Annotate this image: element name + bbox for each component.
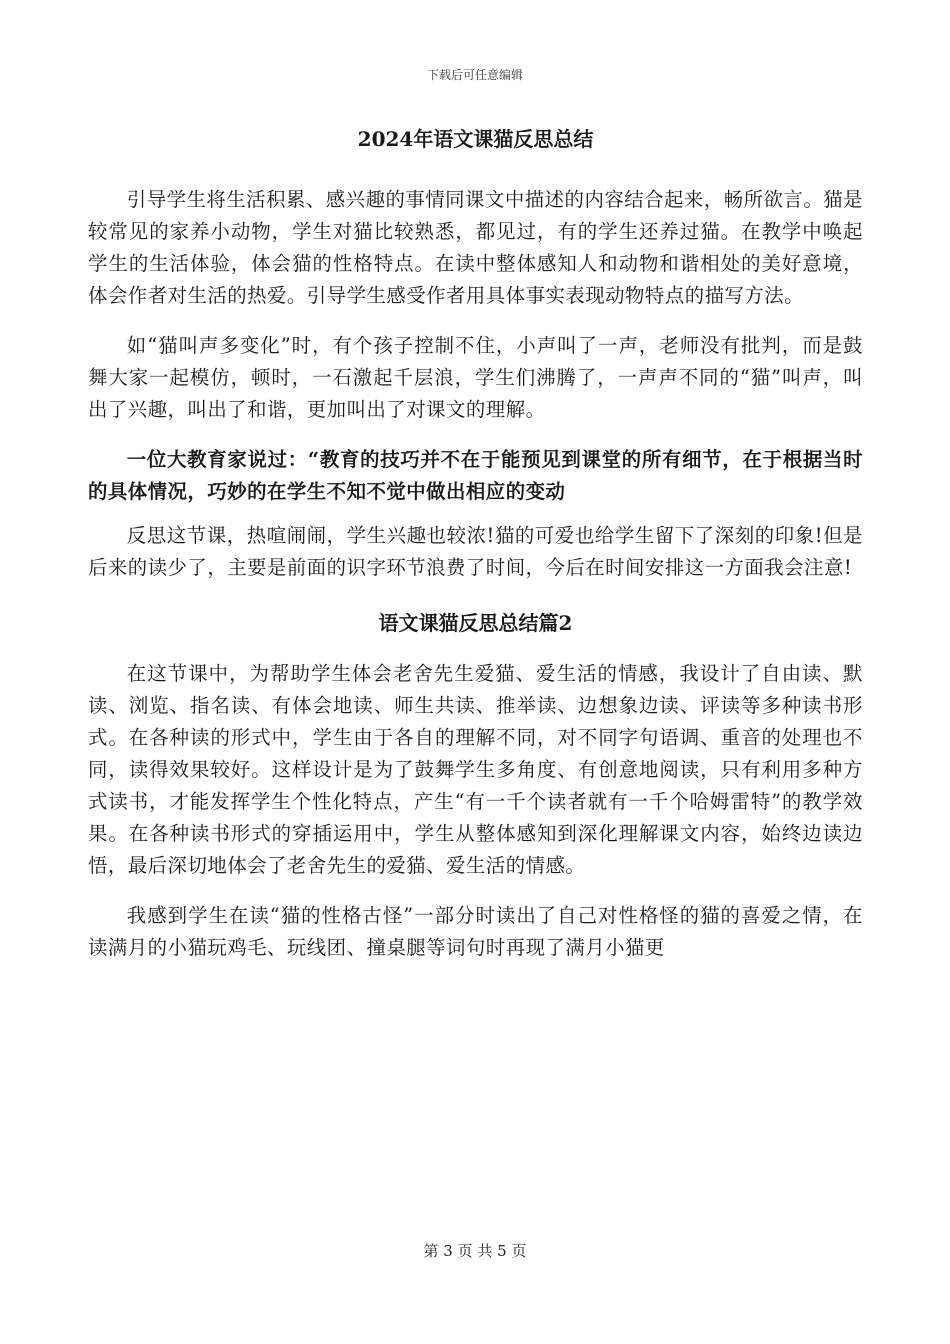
document-body xyxy=(88,118,863,982)
header-note: 下载后可任意编辑 xyxy=(426,68,523,82)
paragraph: 在这节课中，为帮助学生体会老舍先生爱猫、爱生活的情感，我设计了自由读、默读、浏览、指名读、有体会地读、师生共读、推举读、边想象边读、评读等多种读书形式。在各种读的形式中，学生由于各自的理解不同，对不同字句语调、重音的处理也不同，读得效果较好。这样设计是为了鼓舞学生多角度、有创意地阅读，只有利用多种方式读书，才能发挥学生个性化特点，产生“有一千个读者就有一千个哈姆雷特”的教学效果。在各种读书形式的穿插运用中，学生从整体感知到深化理解课文内容，始终边读边悟，最后深切地体会了老舍先生的爱猫、爱生活的情感。 xyxy=(88,662,863,877)
paragraph: 我感到学生在读“猫的性格古怪”一部分时读出了自己对性格怪的猫的喜爱之情，在读满月的小猫玩鸡毛、玩线团、撞桌腿等词句时再现了满月小猫更 xyxy=(88,904,863,959)
document-title: 2024年语文课猫反思总结 xyxy=(357,127,594,151)
page-footer: 第 3 页 共 5 页 xyxy=(423,1242,527,1260)
section-title: 语文课猫反思总结篇2 xyxy=(378,611,573,635)
quote-paragraph: 一位大教育家说过：“教育的技巧并不在于能预见到课堂的所有细节，在于根据当时的具体情况，巧妙的在学生不知不觉中做出相应的变动 xyxy=(88,448,863,503)
paragraph: 如“猫叫声多变化”时，有个孩子控制不住，小声叫了一声，老师没有批判，而是鼓舞大家一起模仿，顿时，一石激起千层浪，学生们沸腾了，一声声不同的“猫”叫声，叫出了兴趣，叫出了和谐，更加叫出了对课文的理解。 xyxy=(88,334,863,421)
reflection-paragraph: 反思这节课，热喧闹闹，学生兴趣也较浓!猫的可爱也给学生留下了深刻的印象!但是后来的读少了，主要是前面的识字环节浪费了时间，今后在时间安排这一方面我会注意! xyxy=(88,524,863,579)
paragraph: 引导学生将生活积累、感兴趣的事情同课文中描述的内容结合起来，畅所欲言。猫是较常见的家养小动物，学生对猫比较熟悉，都见过，有的学生还养过猫。在教学中唤起学生的生活体验，体会猫的性格特点。在读中整体感知人和动物和谐相处的美好意境，体会作者对生活的热爱。引导学生感受作者用具体事实表现动物特点的描写方法。 xyxy=(88,188,863,307)
